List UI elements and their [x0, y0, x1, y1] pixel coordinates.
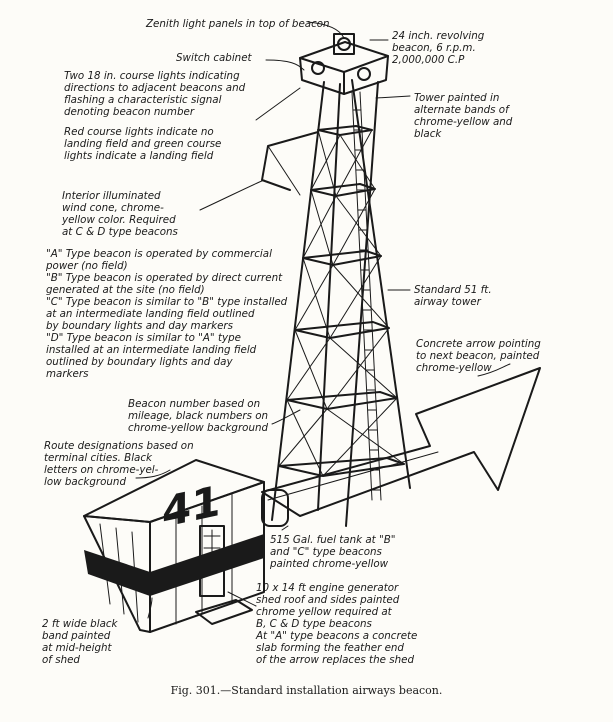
- shed-beacon-number: 41: [162, 475, 221, 538]
- label-beacon-number: Beacon number based on mileage, black numbers on chrome-yellow background: [128, 398, 269, 434]
- concrete-arrow: [262, 368, 540, 516]
- label-route-designations: Route designations based on terminal cities. Black letters on chrome-yel- low background: [44, 440, 194, 488]
- label-generator-shed: 10 x 14 ft engine generator shed roof and sides painted chrome yellow required at B, C & D type beacons At "A" type beacons a concrete slab forming the feather end of the arrow replaces the shed: [256, 582, 418, 666]
- label-beacon-types: "A" Type beacon is operated by commercial power (no field) "B" Type beacon is operated by direct current generated at the site (no field) "C" Type beacon is similar to "B" type installed at an intermediate landing field outlined by boundary lights and day markers "D" Type beacon is similar to "A" type installed at an intermediate landing field outlined by boundary lights and day markers: [46, 248, 288, 380]
- label-wind-cone: Interior illuminated wind cone, chrome- yellow color. Required at C & D type beacons: [62, 190, 178, 238]
- label-zenith-light-panels: Zenith light panels in top of beacon: [146, 18, 330, 30]
- label-concrete-arrow: Concrete arrow pointing to next beacon, painted chrome-yellow: [416, 338, 541, 374]
- label-fuel-tank: 515 Gal. fuel tank at "B" and "C" type beacons painted chrome-yellow: [270, 534, 396, 570]
- label-switch-cabinet: Switch cabinet: [176, 52, 252, 64]
- label-red-course-lights: Red course lights indicate no landing field and green course lights indicate a landing field: [64, 126, 222, 162]
- figure-caption: Fig. 301.—Standard installation airways beacon.: [170, 684, 443, 697]
- label-revolving-beacon: 24 inch. revolving beacon, 6 r.p.m. 2,000,000 C.P: [392, 30, 485, 66]
- label-course-lights: Two 18 in. course lights indicating directions to adjacent beacons and flashing a characteristic signal denoting beacon number: [64, 70, 246, 118]
- label-black-band: 2 ft wide black band painted at mid-height of shed: [42, 618, 118, 666]
- label-tower-painted: Tower painted in alternate bands of chrome-yellow and black: [414, 92, 513, 140]
- label-standard-tower: Standard 51 ft. airway tower: [414, 284, 492, 308]
